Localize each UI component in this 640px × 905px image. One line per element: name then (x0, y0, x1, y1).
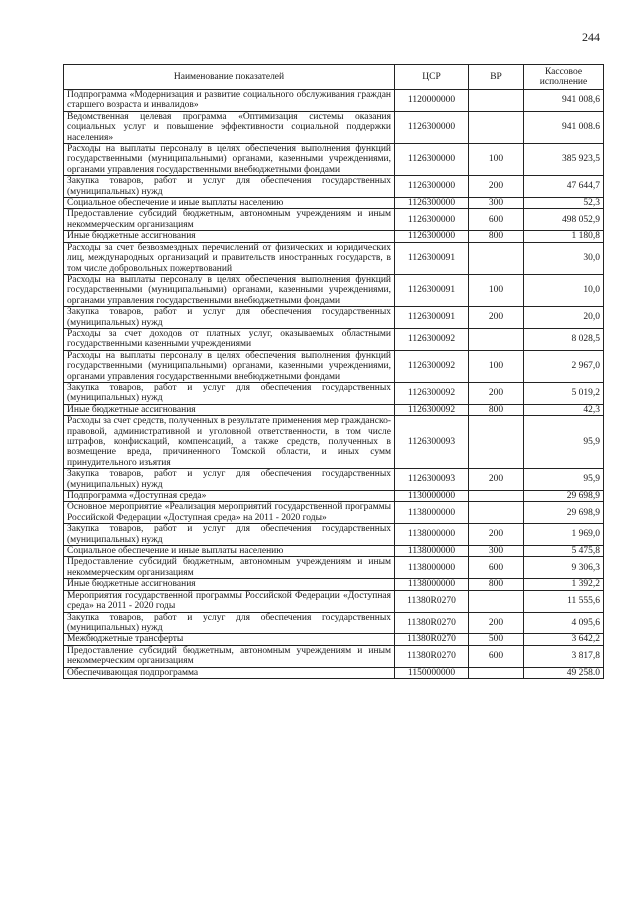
cell-csr: 1138000000 (395, 579, 469, 590)
cell-vr: 800 (469, 231, 524, 242)
table-row (64, 524, 604, 546)
cell-vr: 200 (469, 307, 524, 329)
table-row (64, 90, 604, 112)
cell-name: Расходы на выплаты персоналу в целях обеспечения выполнения функций государственными (муниципальными) органами, казенными учреждениями, органами управления государственными внебюджетными фондами (64, 274, 395, 306)
cell-sum: 10,0 (524, 274, 604, 306)
cell-csr: 1126300091 (395, 274, 469, 306)
cell-vr: 800 (469, 579, 524, 590)
cell-name: Закупка товаров, работ и услуг для обеспечения государственных (муниципальных) нужд (64, 382, 395, 404)
table-row (64, 491, 604, 502)
cell-csr: 1126300000 (395, 209, 469, 231)
cell-vr (469, 328, 524, 350)
cell-sum: 42,3 (524, 404, 604, 415)
cell-vr: 600 (469, 645, 524, 667)
cell-vr: 200 (469, 176, 524, 198)
cell-vr: 100 (469, 144, 524, 176)
cell-sum: 49 258.0 (524, 667, 604, 678)
cell-name: Социальное обеспечение и иные выплаты населению (64, 198, 395, 209)
cell-csr: 1126300000 (395, 144, 469, 176)
cell-vr: 300 (469, 546, 524, 557)
cell-sum: 9 306,3 (524, 557, 604, 579)
cell-csr: 1138000000 (395, 546, 469, 557)
table-row (64, 645, 604, 667)
cell-vr (469, 590, 524, 612)
cell-sum: 1 969,0 (524, 524, 604, 546)
cell-name: Иные бюджетные ассигнования (64, 231, 395, 242)
cell-csr: 11380R0270 (395, 634, 469, 645)
cell-csr: 11380R0270 (395, 590, 469, 612)
cell-name: Закупка товаров, работ и услуг для обеспечения государственных (муниципальных) нужд (64, 176, 395, 198)
table-body (64, 90, 604, 679)
cell-name: Иные бюджетные ассигнования (64, 404, 395, 415)
cell-csr: 11380R0270 (395, 645, 469, 667)
cell-sum: 941 008.6 (524, 111, 604, 143)
table-row (64, 307, 604, 329)
cell-vr (469, 502, 524, 524)
cell-sum: 4 095,6 (524, 612, 604, 634)
table-row (64, 557, 604, 579)
cell-csr: 1120000000 (395, 90, 469, 112)
cell-name: Подпрограмма «Модернизация и развитие социального обслуживания граждан старшего возраста и инвалидов» (64, 90, 395, 112)
cell-sum: 29 698,9 (524, 491, 604, 502)
cell-vr (469, 491, 524, 502)
cell-name: Расходы на выплаты персоналу в целях обеспечения выполнения функций государственными (муниципальными) органами, казенными учреждениями, органами управления государственными внебюджетными фондами (64, 144, 395, 176)
cell-vr (469, 416, 524, 469)
cell-vr: 600 (469, 557, 524, 579)
cell-csr: 1126300091 (395, 307, 469, 329)
cell-vr: 500 (469, 634, 524, 645)
cell-sum: 3 642,2 (524, 634, 604, 645)
table-row (64, 144, 604, 176)
header-name: Наименование показателей (64, 65, 395, 90)
cell-csr: 1126300092 (395, 328, 469, 350)
cell-csr: 1126300000 (395, 231, 469, 242)
cell-sum: 1 180,8 (524, 231, 604, 242)
table-row (64, 274, 604, 306)
cell-name: Расходы за счет доходов от платных услуг, оказываемых областными государственными казенными учреждениями (64, 328, 395, 350)
table-row (64, 667, 604, 678)
cell-name: Закупка товаров, работ и услуг для обеспечения государственных (муниципальных) нужд (64, 612, 395, 634)
cell-name: Мероприятия государственной программы Российской Федерации «Доступная среда» на 2011 - 2020 годы (64, 590, 395, 612)
cell-sum: 3 817,8 (524, 645, 604, 667)
table-row (64, 231, 604, 242)
cell-csr: 1126300092 (395, 404, 469, 415)
cell-vr: 300 (469, 198, 524, 209)
cell-csr: 1126300091 (395, 242, 469, 274)
cell-name: Подпрограмма «Доступная среда» (64, 491, 395, 502)
cell-vr (469, 111, 524, 143)
page-number: 244 (582, 30, 600, 44)
cell-name: Расходы за счет средств, полученных в результате применения мер гражданско-правовой, административной и уголовной ответственности, в том числе штрафов, конфискаций, компенсаций, а также средств, полученных в возмещение вреда, причиненного Томской области, и иных сумм принудительного изъятия (64, 416, 395, 469)
cell-sum: 8 028,5 (524, 328, 604, 350)
cell-name: Предоставление субсидий бюджетным, автономным учреждениям и иным некоммерческим организациям (64, 557, 395, 579)
cell-vr: 200 (469, 382, 524, 404)
cell-vr: 100 (469, 350, 524, 382)
table-row (64, 590, 604, 612)
cell-sum: 29 698,9 (524, 502, 604, 524)
table-row (64, 242, 604, 274)
cell-name: Межбюджетные трансферты (64, 634, 395, 645)
cell-vr: 100 (469, 274, 524, 306)
table-header-row (64, 65, 604, 90)
table-row (64, 579, 604, 590)
cell-csr: 1126300000 (395, 111, 469, 143)
cell-vr: 800 (469, 404, 524, 415)
cell-sum: 11 555,6 (524, 590, 604, 612)
cell-csr: 1138000000 (395, 502, 469, 524)
table-row (64, 111, 604, 143)
table-row (64, 469, 604, 491)
cell-vr (469, 667, 524, 678)
cell-sum: 2 967,0 (524, 350, 604, 382)
cell-csr: 11380R0270 (395, 612, 469, 634)
table-row (64, 416, 604, 469)
cell-name: Закупка товаров, работ и услуг для обеспечения государственных (муниципальных) нужд (64, 524, 395, 546)
cell-sum: 30,0 (524, 242, 604, 274)
table-row (64, 612, 604, 634)
cell-vr (469, 90, 524, 112)
cell-csr: 1126300000 (395, 198, 469, 209)
cell-name: Социальное обеспечение и иные выплаты населению (64, 546, 395, 557)
cell-name: Основное мероприятие «Реализация мероприятий государственной программы Российской Федерации «Доступная среда» на 2011 - 2020 годы» (64, 502, 395, 524)
cell-name: Закупка товаров, работ и услуг для обеспечения государственных (муниципальных) нужд (64, 469, 395, 491)
cell-name: Обеспечивающая подпрограмма (64, 667, 395, 678)
cell-sum: 52,3 (524, 198, 604, 209)
budget-execution-table (63, 64, 604, 679)
header-vr: ВР (469, 65, 524, 90)
cell-csr: 1126300000 (395, 176, 469, 198)
table-row (64, 634, 604, 645)
table-row (64, 350, 604, 382)
cell-name: Закупка товаров, работ и услуг для обеспечения государственных (муниципальных) нужд (64, 307, 395, 329)
cell-sum: 1 392,2 (524, 579, 604, 590)
cell-csr: 1130000000 (395, 491, 469, 502)
cell-csr: 1126300092 (395, 350, 469, 382)
cell-name: Иные бюджетные ассигнования (64, 579, 395, 590)
table-row (64, 328, 604, 350)
cell-csr: 1138000000 (395, 524, 469, 546)
cell-vr: 600 (469, 209, 524, 231)
cell-sum: 20,0 (524, 307, 604, 329)
cell-sum: 5 019,2 (524, 382, 604, 404)
table-row (64, 404, 604, 415)
cell-name: Ведомственная целевая программа «Оптимизация системы оказания социальных услуг и повышение эффективности социальной поддержки населения» (64, 111, 395, 143)
table-row (64, 209, 604, 231)
cell-csr: 1150000000 (395, 667, 469, 678)
cell-name: Расходы за счет безвозмездных перечислений от физических и юридических лиц, международных организаций и правительств иностранных государств, в том числе добровольных пожертвований (64, 242, 395, 274)
cell-vr: 200 (469, 469, 524, 491)
cell-csr: 1138000000 (395, 557, 469, 579)
table-row (64, 502, 604, 524)
cell-csr: 1126300092 (395, 382, 469, 404)
cell-vr: 200 (469, 612, 524, 634)
cell-csr: 1126300093 (395, 416, 469, 469)
cell-sum: 95,9 (524, 469, 604, 491)
cell-sum: 5 475,8 (524, 546, 604, 557)
table-row (64, 546, 604, 557)
header-csr: ЦСР (395, 65, 469, 90)
cell-name: Предоставление субсидий бюджетным, автономным учреждениям и иным некоммерческим организациям (64, 645, 395, 667)
cell-vr (469, 242, 524, 274)
cell-sum: 385 923,5 (524, 144, 604, 176)
table-row (64, 176, 604, 198)
cell-sum: 498 052,9 (524, 209, 604, 231)
table-row (64, 198, 604, 209)
cell-name: Предоставление субсидий бюджетным, автономным учреждениям и иным некоммерческим организациям (64, 209, 395, 231)
cell-sum: 941 008,6 (524, 90, 604, 112)
table-row (64, 382, 604, 404)
cell-vr: 200 (469, 524, 524, 546)
cell-name: Расходы на выплаты персоналу в целях обеспечения выполнения функций государственными (муниципальными) органами, казенными учреждениями, органами управления государственными внебюджетными фондами (64, 350, 395, 382)
header-sum: Кассовое исполнение (524, 65, 604, 90)
cell-sum: 95,9 (524, 416, 604, 469)
cell-csr: 1126300093 (395, 469, 469, 491)
cell-sum: 47 644,7 (524, 176, 604, 198)
